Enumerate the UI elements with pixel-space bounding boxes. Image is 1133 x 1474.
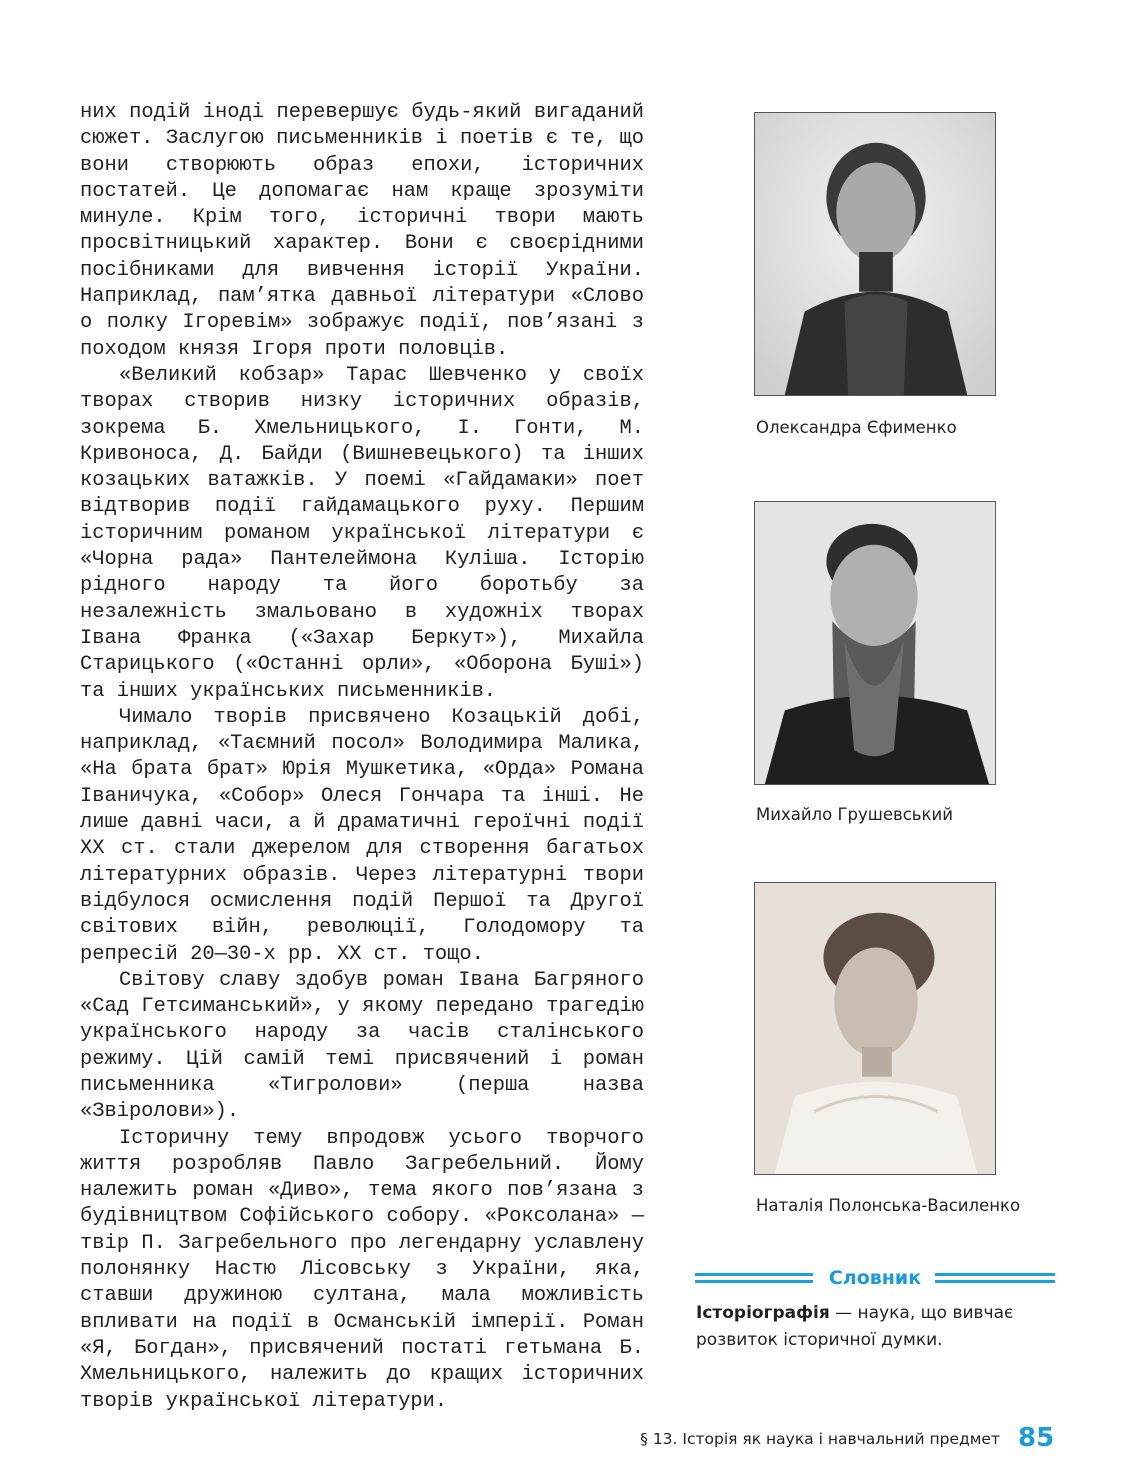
glossary-entry bbox=[696, 1300, 1056, 1354]
main-text bbox=[80, 100, 644, 1415]
portrait-photo-1 bbox=[754, 112, 996, 396]
paragraph: Світову славу здобув роман Івана Багряного «Сад Гетсиманський», у якому передано трагедію українського народу за часів сталінського режиму. Цій самій темі присвячений і роман письменника «Тигролови» (перша назва «Звіролови»). bbox=[80, 968, 644, 1124]
portrait-caption-2: Михайло Грушевський bbox=[756, 805, 953, 824]
paragraph: «Великий кобзар» Тарас Шевченко у своїх творах створив низку історичних образів, зокрема Б. Хмельницького, І. Гонти, М. Кривоноса, Д. Байди (Вишневецького) та інших козацьких ватажків. У поемі «Гайдамаки» поет відтворив події гайдамацького руху. Першим історичним романом української літератури є «Чорна рада» Пантелеймона Куліша. Історію рідного народу та його боротьбу за незалежність змальовано в художніх творах Івана Франка («Захар Беркут»), Михайла Старицького («Останні орли», «Оборона Буші») та інших українських письменників. bbox=[80, 363, 644, 703]
footer-section-title: § 13. Історія як наука і навчальний предмет bbox=[640, 1430, 1000, 1448]
paragraph: Чимало творів присвячено Козацькій добі, наприклад, «Таємний посол» Володимира Малика, «На брата брат» Юрія Мушкетика, «Орда» Романа Іваничука, «Собор» Олеся Гончара та інші. Не лише давні часи, а й драматичні героїчні події XX ст. стали джерелом для створення багатьох літературних образів. Через літературні твори відбулося осмислення подій Першої та Другої світових війн, революції, Голодомору та репресій 20—30-х рр. XX ст. тощо. bbox=[80, 705, 644, 966]
paragraph: Історичну тему впродовж усього творчого життя розробляв Павло Загребельний. Йому належить роман «Диво», тема якого пов’язана з будівництвом Софійського собору. «Роксолана» — твір П. Загребельного про легендарну уславлену полонянку Настю Лісовську з України, яка, ставши дружиною султана, мала можливість впливати на події в Османській імперії. Роман «Я, Богдан», присвячений постаті гетьмана Б. Хмельницького, належить до кращих історичних творів української літератури. bbox=[80, 1126, 644, 1413]
portrait-caption-3: Наталія Полонська-Василенко bbox=[756, 1196, 1021, 1215]
portrait-photo-2 bbox=[754, 501, 996, 785]
glossary-title: Словник bbox=[695, 1266, 1055, 1290]
page-number: 85 bbox=[1018, 1423, 1055, 1453]
glossary-definition: — наука, що вивчає розвиток історичної думки. bbox=[696, 1303, 1014, 1350]
portrait-photo-3 bbox=[754, 882, 996, 1175]
paragraph: них подій іноді перевершує будь-який вигаданий сюжет. Заслугою письменників і поетів є те, що вони створюють образ епохи, історичних постатей. Це допомагає нам краще зрозуміти минуле. Крім того, історичні твори мають просвітницький характер. Вони є своєрідними посібниками для вивчення історії України. Наприклад, пам’ятка давньої літератури «Слово о полку Ігоревім» зображує події, пов’язані з походом князя Ігоря проти половців. bbox=[80, 101, 644, 361]
portrait-caption-1: Олександра Єфименко bbox=[756, 418, 957, 437]
glossary-term: Історіографія bbox=[696, 1303, 830, 1323]
glossary-header bbox=[695, 1266, 1055, 1292]
